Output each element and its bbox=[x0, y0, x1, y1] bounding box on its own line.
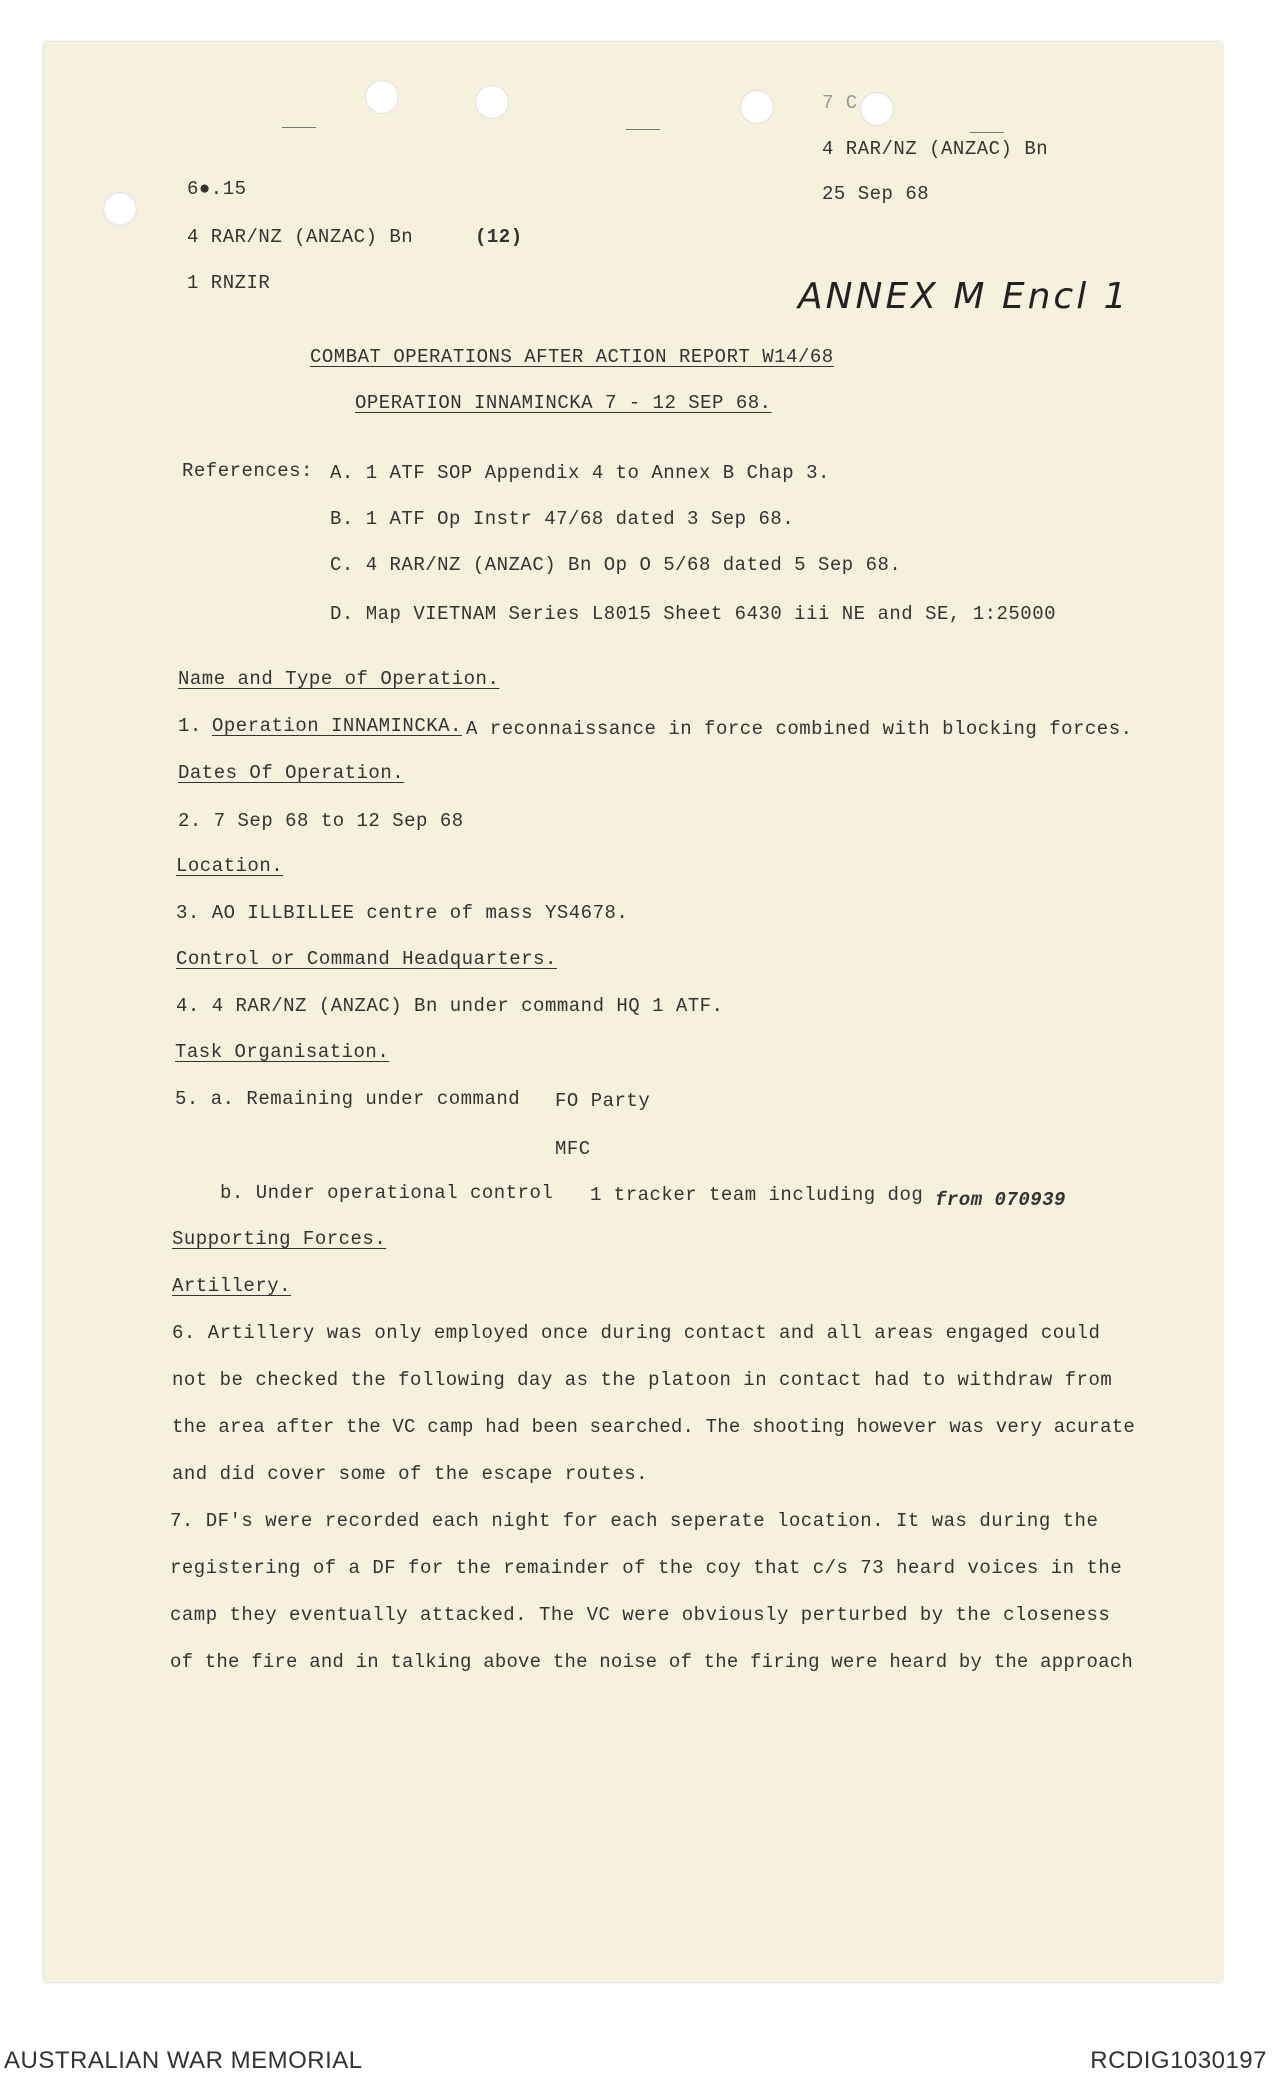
rule-mark bbox=[970, 132, 1004, 133]
footer-source: AUSTRALIAN WAR MEMORIAL bbox=[4, 2047, 363, 2074]
unit-left: 4 RAR/NZ (ANZAC) Bn bbox=[187, 226, 414, 248]
para-5b: b. Under operational control bbox=[220, 1182, 554, 1204]
para-7-line: registering of a DF for the remainder of the coy that c/s 73 heard voices in the bbox=[170, 1557, 1123, 1579]
para-5b-value: 1 tracker team including dog bbox=[590, 1184, 924, 1206]
para-5a-mfc: MFC bbox=[555, 1138, 591, 1160]
reference-item: D. Map VIETNAM Series L8015 Sheet 6430 iii NE and SE, 1:25000 bbox=[330, 603, 1057, 625]
section-heading: Control or Command Headquarters. bbox=[176, 948, 557, 970]
section-heading: Location. bbox=[176, 855, 284, 877]
para-5a: 5. a. Remaining under command bbox=[175, 1088, 521, 1110]
para-7-line: 7. DF's were recorded each night for each seperate location. It was during the bbox=[170, 1510, 1099, 1532]
reference-item: C. 4 RAR/NZ (ANZAC) Bn Op O 5/68 dated 5 Sep 68. bbox=[330, 554, 902, 576]
para-6-line: and did cover some of the escape routes. bbox=[172, 1463, 649, 1485]
para-2: 2. 7 Sep 68 to 12 Sep 68 bbox=[178, 810, 464, 832]
file-reference: 6●.15 bbox=[187, 178, 247, 200]
para-1-number: 1. bbox=[178, 715, 202, 737]
para-7-line: of the fire and in talking above the noise of the firing were heard by the approach bbox=[170, 1651, 1133, 1673]
para-5b-handwritten: from 070939 bbox=[935, 1189, 1066, 1211]
punch-hole bbox=[740, 90, 774, 124]
punch-hole bbox=[475, 85, 509, 119]
para-7-line: camp they eventually attacked. The VC were obviously perturbed by the closeness bbox=[170, 1604, 1111, 1626]
section-heading: Dates Of Operation. bbox=[178, 762, 405, 784]
punch-hole bbox=[860, 92, 894, 126]
unit-right: 4 RAR/NZ (ANZAC) Bn bbox=[822, 138, 1049, 160]
para-1-text: A reconnaissance in force combined with blocking forces. bbox=[466, 718, 1133, 740]
report-title: COMBAT OPERATIONS AFTER ACTION REPORT W14/68 bbox=[310, 346, 834, 368]
footer-id: RCDIG1030197 bbox=[1090, 2047, 1267, 2074]
section-heading: Task Organisation. bbox=[175, 1041, 390, 1063]
punch-hole bbox=[103, 192, 137, 226]
para-6-line: 6. Artillery was only employed once during contact and all areas engaged could bbox=[172, 1322, 1101, 1344]
para-6-line: the area after the VC camp had been searched. The shooting however was very acurate bbox=[172, 1416, 1135, 1438]
para-4: 4. 4 RAR/NZ (ANZAC) Bn under command HQ 1 ATF. bbox=[176, 995, 724, 1017]
rnzir: 1 RNZIR bbox=[187, 272, 271, 294]
date: 25 Sep 68 bbox=[822, 183, 930, 205]
rule-mark bbox=[626, 129, 660, 130]
section-heading: Artillery. bbox=[172, 1275, 292, 1297]
para-5a-fo-party: FO Party bbox=[555, 1090, 651, 1112]
operation-title: OPERATION INNAMINCKA 7 - 12 SEP 68. bbox=[355, 392, 772, 414]
para-3: 3. AO ILLBILLEE centre of mass YS4678. bbox=[176, 902, 629, 924]
section-heading: Supporting Forces. bbox=[172, 1228, 387, 1250]
top-mark: 7 C bbox=[822, 92, 858, 114]
reference-item: B. 1 ATF Op Instr 47/68 dated 3 Sep 68. bbox=[330, 508, 795, 530]
references-label: References: bbox=[182, 460, 313, 482]
reference-item: A. 1 ATF SOP Appendix 4 to Annex B Chap 3. bbox=[330, 462, 830, 484]
para-1-operation: Operation INNAMINCKA. bbox=[212, 715, 462, 737]
para-6-line: not be checked the following day as the platoon in contact had to withdraw from bbox=[172, 1369, 1113, 1391]
section-heading: Name and Type of Operation. bbox=[178, 668, 500, 690]
handwritten-annotation: ANNEX M Encl 1 bbox=[798, 276, 1130, 317]
page-number: (12) bbox=[475, 226, 523, 248]
rule-mark bbox=[282, 127, 316, 128]
punch-hole bbox=[365, 80, 399, 114]
